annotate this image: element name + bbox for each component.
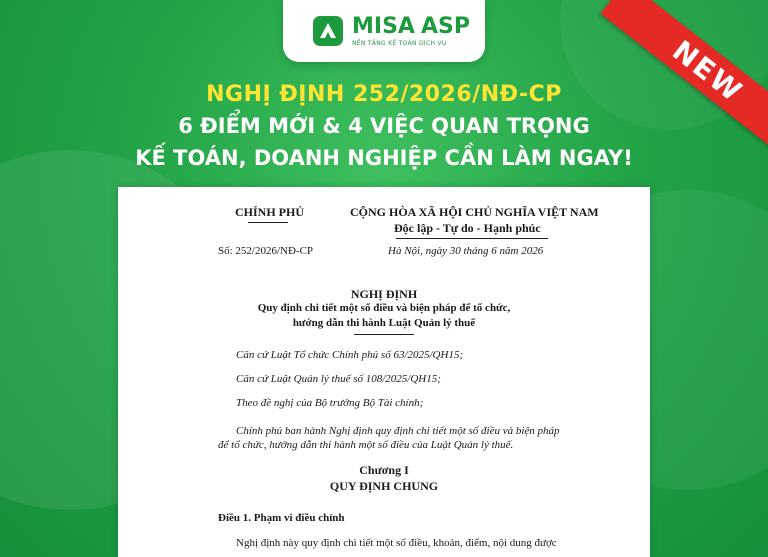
doc-issuer-underline xyxy=(248,222,288,223)
doc-article-heading: Điều 1. Phạm vi điều chỉnh xyxy=(218,512,345,524)
doc-basis-2: Căn cứ Luật Quản lý thuế số 108/2025/QH15; xyxy=(236,373,441,385)
doc-republic: CỘNG HÒA XÃ HỘI CHỦ NGHĨA VIỆT NAM xyxy=(350,205,599,219)
decree-document xyxy=(118,187,650,557)
headline-decree-number: NGHỊ ĐỊNH 252/2026/NĐ-CP xyxy=(206,82,562,107)
doc-basis-3: Theo đề nghị của Bộ trưởng Bộ Tài chính; xyxy=(236,397,424,409)
doc-issuer: CHÍNH PHỦ xyxy=(235,205,304,219)
doc-chapter-title: QUY ĐỊNH CHUNG xyxy=(329,479,439,493)
doc-motto: Độc lập - Tự do - Hạnh phúc xyxy=(394,221,541,235)
doc-subject-line2: hướng dẫn thi hành Luật Quản lý thuế xyxy=(292,317,476,329)
doc-chapter: Chương I xyxy=(359,463,409,477)
headline-points: 6 ĐIỂM MỚI & 4 VIỆC QUAN TRỌNG xyxy=(178,114,590,138)
doc-subject-underline xyxy=(354,334,414,335)
doc-number: Số: 252/2026/NĐ-CP xyxy=(218,245,314,257)
doc-article-body: Nghị định này quy định chi tiết một số điều, khoản, điểm, nội dung được xyxy=(236,537,557,549)
doc-subject-line1: Quy định chi tiết một số điều và biện pháp để tổ chức, xyxy=(257,302,511,314)
brand-logo xyxy=(283,0,485,62)
doc-enact-line2: để tổ chức, hướng dẫn thi hành một số điều của Luật Quản lý thuế. xyxy=(218,439,514,451)
misa-logo-icon xyxy=(313,16,343,46)
headline-call-to-action: KẾ TOÁN, DOANH NGHIỆP CẦN LÀM NGAY! xyxy=(135,146,633,170)
doc-type: NGHỊ ĐỊNH xyxy=(350,287,418,301)
brand-name-misa: MISA xyxy=(352,14,415,39)
doc-motto-underline xyxy=(396,238,548,239)
doc-basis-1: Căn cứ Luật Tổ chức Chính phủ số 63/2025/QH15; xyxy=(236,349,464,361)
doc-place-date: Hà Nội, ngày 30 tháng 6 năm 2026 xyxy=(388,245,544,257)
doc-enact-line1: Chính phủ ban hành Nghị định quy định chi tiết một số điều và biện pháp xyxy=(236,425,560,437)
brand-tagline: NỀN TẢNG KẾ TOÁN DỊCH VỤ xyxy=(352,40,447,47)
brand-name-asp: ASP xyxy=(420,14,470,39)
new-badge-text: NEW xyxy=(666,33,750,109)
brand-name xyxy=(352,15,470,39)
